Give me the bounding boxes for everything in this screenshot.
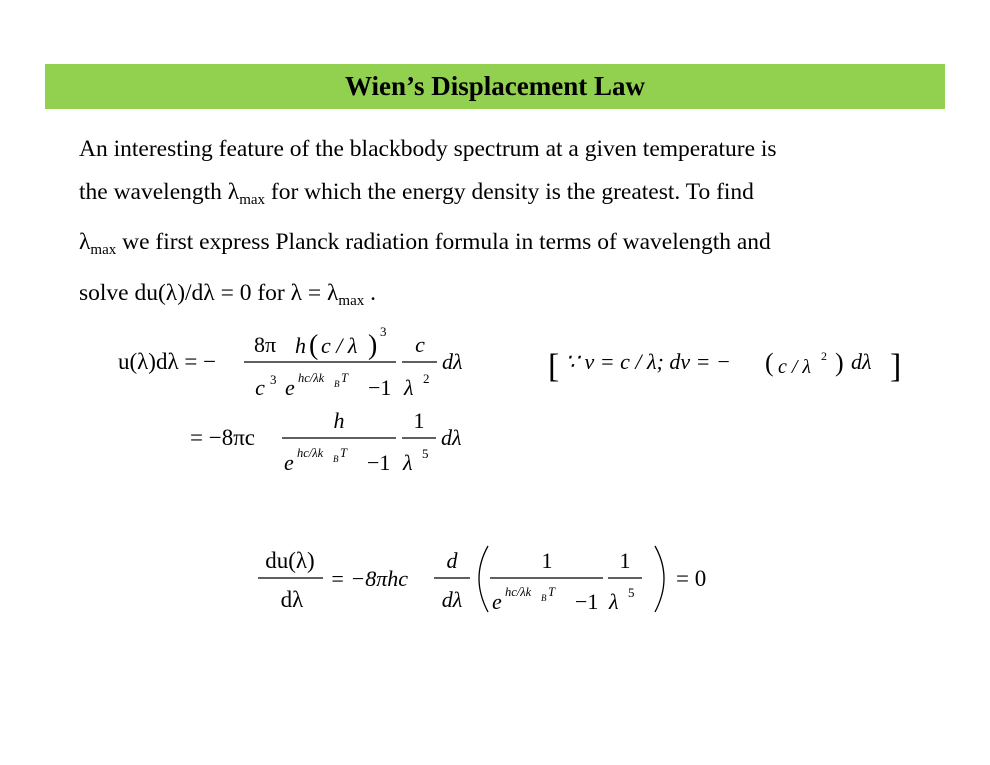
- equation-3: [258, 546, 706, 614]
- eq2-f1-den-exp: hc/λk: [297, 446, 324, 460]
- eq3-f1-den-tail: −1: [575, 589, 599, 614]
- eq3-lhs-num: du(λ): [265, 548, 315, 573]
- note-rbracket: ]: [890, 348, 902, 385]
- eq2-f2-den-sup: 5: [422, 446, 429, 461]
- eq3-rhs: = 0: [676, 566, 707, 591]
- eq2-f1-den-tail: −1: [367, 450, 391, 475]
- eq3-f1-den-exp: hc/λk: [505, 585, 532, 599]
- eq3-mid: = −8πhc: [330, 566, 408, 591]
- eq1-f2-rparen: ): [368, 330, 378, 361]
- eq2-lhs: = −8πc: [190, 425, 256, 450]
- eq1-f3-den-sup: 2: [423, 371, 430, 386]
- equation-2: [190, 408, 462, 475]
- eq3-lparen: [479, 546, 488, 612]
- eq1-lhs: u(λ)dλ = −: [118, 349, 217, 374]
- eq1-tail: dλ: [442, 349, 463, 374]
- paragraph-line-1: An interesting feature of the blackbody spectrum at a given temperature is: [79, 136, 777, 162]
- eq1-f3-den: λ: [404, 375, 414, 400]
- eq1-f2-num-h: h: [295, 333, 306, 358]
- eq2-f2-den: λ: [403, 450, 413, 475]
- note-rparen: ): [835, 348, 844, 377]
- slide-title: Wien’s Displacement Law: [345, 71, 645, 101]
- eq3-f2-num: 1: [619, 548, 631, 573]
- eq1-f3-num: c: [415, 332, 425, 357]
- note-inner: c / λ: [778, 356, 812, 378]
- eq3-f1-den-exp-T: T: [548, 585, 555, 599]
- eq3-lhs-den: dλ: [280, 587, 304, 612]
- eq2-f1-den-exp-T: T: [340, 446, 347, 460]
- eq1-f2-den-e: e: [285, 375, 295, 400]
- paragraph-line-4: solve du(λ)/dλ = 0 for $\lambda = \lambda_{max}$ .: [79, 279, 376, 309]
- note-text: ∵ ν = c / λ; dν = −: [565, 349, 731, 374]
- paragraph-line-2: the wavelength $\lambda_{max}$ for which the energy density is the greatest. To find: [79, 178, 754, 208]
- eq3-f1-num: 1: [541, 548, 553, 573]
- substitution-note: [548, 348, 901, 385]
- eq3-d-num: d: [446, 548, 458, 573]
- eq3-rparen: [655, 546, 664, 612]
- eq3-f1-den-exp-sub: B: [541, 593, 547, 603]
- eq1-f2-lparen: (: [309, 330, 319, 361]
- eq3-f2-den: λ: [609, 589, 619, 614]
- paragraph-line-3: $\lambda_{max}$ we first express Planck radiation formula in terms of wavelength and: [79, 229, 771, 258]
- equation-1: [118, 324, 463, 400]
- eq2-f1-num: h: [333, 408, 345, 433]
- eq1-f2-den-tail: −1: [368, 375, 392, 400]
- eq1-f1-den-sup: 3: [270, 372, 277, 387]
- note-lbracket: [: [548, 348, 560, 385]
- eq2-f1-den-e: e: [284, 450, 294, 475]
- eq1-f1-num: 8π: [253, 332, 277, 357]
- eq1-f2-den-exp: hc/λk: [298, 371, 325, 385]
- eq1-f2-den-exp-T: T: [341, 371, 348, 385]
- eq2-f1-den-exp-sub: B: [333, 454, 339, 464]
- eq3-f1-den-e: e: [492, 589, 502, 614]
- note-tail: dλ: [851, 349, 872, 374]
- eq1-f1-den: c: [255, 375, 265, 400]
- eq2-tail: dλ: [441, 425, 462, 450]
- eq2-f2-num: 1: [413, 408, 425, 433]
- eq3-d-den: dλ: [441, 587, 463, 612]
- note-lparen: (: [765, 348, 774, 377]
- note-inner-sup: 2: [821, 349, 827, 363]
- eq1-f2-num-inner: c / λ: [321, 333, 358, 358]
- eq1-f2-den-exp-sub: B: [334, 379, 340, 389]
- eq1-f2-num-sup: 3: [380, 324, 387, 339]
- eq3-f2-den-sup: 5: [628, 585, 635, 600]
